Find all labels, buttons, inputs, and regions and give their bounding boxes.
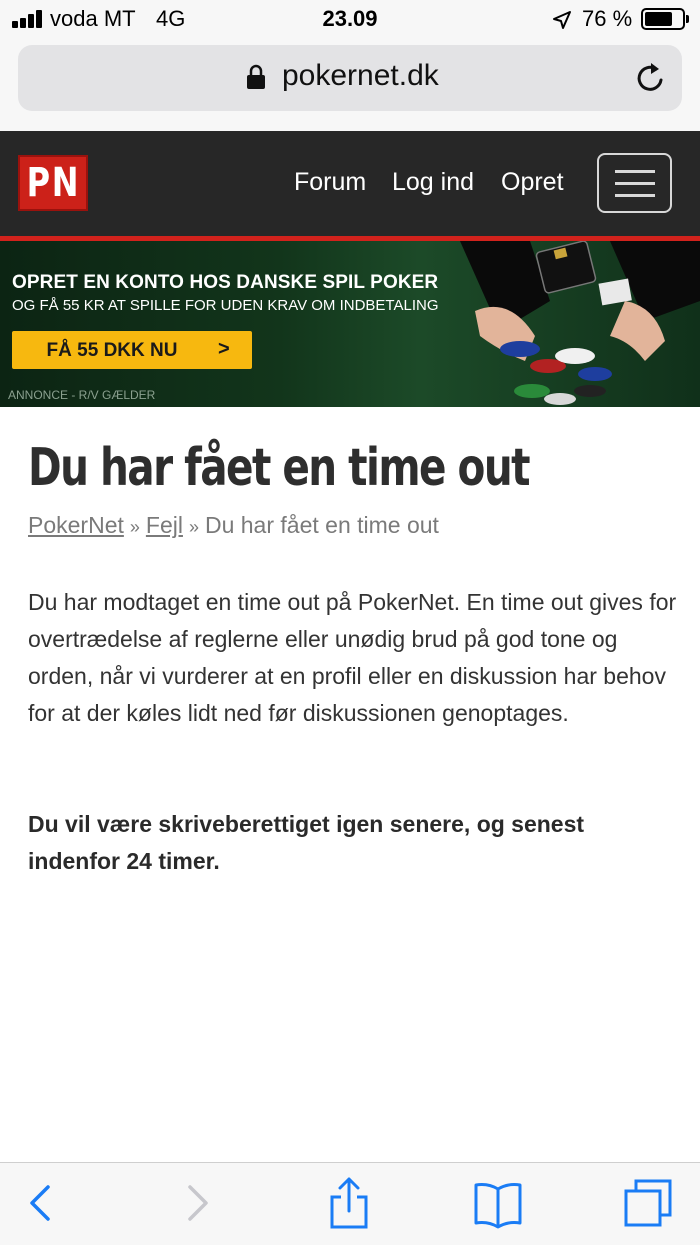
browser-toolbar (0, 1162, 700, 1245)
breadcrumb (28, 512, 439, 539)
hamburger-menu-button[interactable] (597, 153, 672, 213)
breadcrumb-current: Du har fået en time out (204, 512, 439, 538)
carrier-name: voda MT (50, 6, 136, 31)
timeout-explanation: Du har modtaget en time out på PokerNet. En time out gives for overtrædelse af reglerne eller unødig brud på god tone og orden, når vi vurderer at en profil eller en diskussion har behov for at der køles lidt ned før diskussionen genoptages. (28, 589, 677, 726)
menu-line (615, 170, 655, 173)
forward-icon[interactable] (170, 1175, 226, 1231)
menu-line (615, 194, 655, 197)
location-arrow-icon (552, 10, 572, 30)
status-time: 23.09 (322, 6, 378, 31)
battery-tip (686, 15, 689, 23)
browser-chrome (0, 0, 700, 131)
breadcrumb-home-link[interactable]: PokerNet (28, 512, 124, 538)
ad-cta-label: FÅ 55 DKK NU (46, 340, 178, 361)
nav-forum-link[interactable]: Forum (294, 168, 367, 196)
share-icon[interactable] (321, 1175, 377, 1231)
pokernet-logo[interactable] (18, 155, 88, 211)
nav-login-link[interactable]: Log ind (392, 168, 475, 196)
breadcrumb-separator: » (129, 517, 140, 537)
battery-percentage: 76 % (582, 6, 633, 31)
ad-banner[interactable] (0, 241, 700, 407)
back-icon[interactable] (12, 1175, 68, 1231)
ad-disclaimer: ANNONCE - R/V GÆLDER (8, 388, 156, 402)
bookmarks-icon[interactable] (470, 1175, 526, 1231)
ad-cta-button[interactable] (12, 331, 252, 369)
chevron-right-icon: > (218, 338, 230, 360)
breadcrumb-error-link[interactable]: Fejl (145, 512, 183, 538)
lock-icon (246, 64, 266, 90)
network-type: 4G (156, 6, 186, 31)
menu-line (615, 182, 655, 185)
url-text[interactable]: pokernet.dk (282, 59, 439, 92)
breadcrumb-separator: » (188, 517, 199, 537)
nav-signup-link[interactable]: Opret (501, 168, 564, 196)
tabs-icon[interactable] (620, 1175, 676, 1231)
timeout-notice: Du vil være skriveberettiget igen senere, og senest indenfor 24 timer. (28, 811, 585, 874)
logo-text: PN (26, 160, 80, 206)
site-header (0, 131, 700, 236)
battery-level (645, 12, 672, 26)
ad-title: OPRET EN KONTO HOS DANSKE SPIL POKER (12, 272, 439, 293)
address-bar[interactable] (18, 45, 682, 111)
reload-icon[interactable] (635, 60, 667, 94)
ad-subtitle: OG FÅ 55 KR AT SPILLE FOR UDEN KRAV OM INDBETALING (12, 297, 439, 314)
status-bar (0, 0, 700, 40)
battery-icon (641, 8, 685, 30)
poker-chips-illustration (440, 241, 700, 407)
page-title: Du har fået en time out (28, 438, 530, 498)
